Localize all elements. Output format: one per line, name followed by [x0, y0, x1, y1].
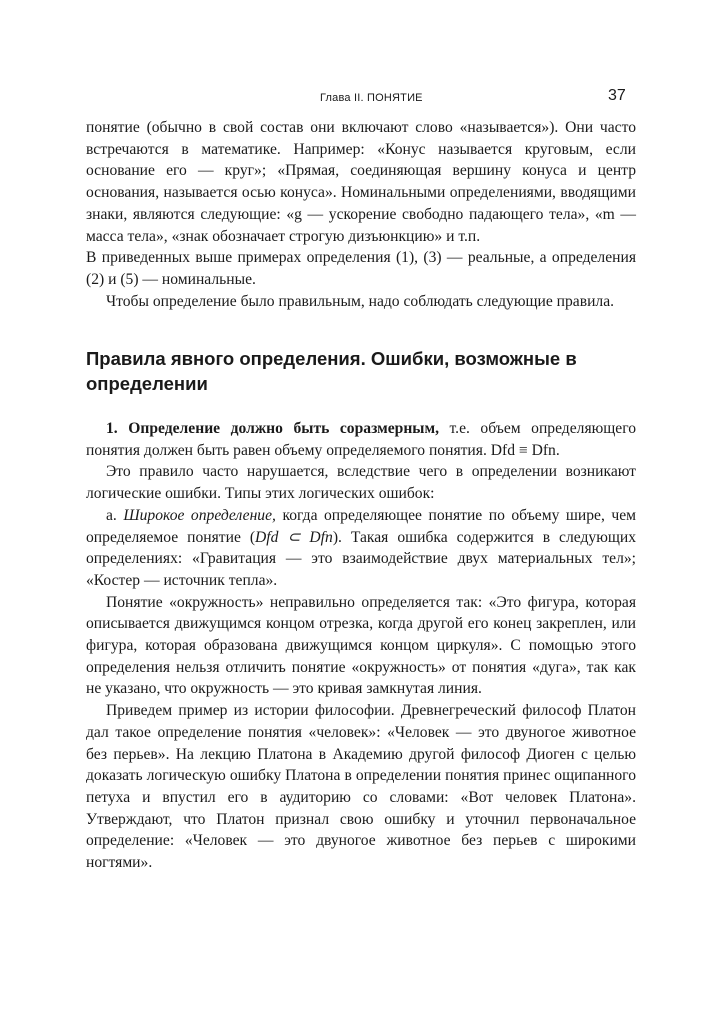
rule-1-number: 1.: [106, 420, 118, 437]
rule-1-paragraph: [86, 418, 636, 461]
paragraph-error-types: Это правило часто нарушается, вследствие чего в определении возникают логические ошибки. Типы этих логических ошибок:: [86, 463, 636, 503]
rule-1-text: т.е. объем определяющего понятия должен быть равен объему определяемого понятия. Dfd ≡ Dfn.: [86, 420, 636, 459]
paragraph-rules-intro: Чтобы определение было правильным, надо соблюдать следующие правила.: [106, 292, 615, 310]
intro-text-block: [86, 117, 636, 312]
item-a-paragraph: [86, 505, 636, 592]
running-head: Глава II. ПОНЯТИЕ: [320, 92, 423, 104]
paragraph-plato-example: Приведем пример из истории философии. Древнегреческий философ Платон дал такое определение понятия «человек»: «Человек — это двуногое животное без перьев». На лекцию Платона в Академию другой философ Диоген с целью доказать логическую ошибку Платона в определении понятия принес ощипанного петуха и впустил его в аудиторию со словами: «Вот человек Платона». Утверждают, что Платон признал свою ошибку и уточнил первоначальное определение: «Человек — это двуногое животное без перьев с широкими ногтями».: [86, 702, 636, 872]
item-a-text-2: ). Такая ошибка содержится в следующих определениях: «Гравитация — это взаимодействие двух материальных тел»; «Костер — источник тепла».: [86, 528, 636, 589]
section-heading: Правила явного определения. Ошибки, возможные в определении: [86, 348, 577, 394]
rules-text-block: [86, 418, 636, 874]
page-number: 37: [608, 87, 626, 104]
paragraph-examples-classification: В приведенных выше примерах определения (1), (3) — реальные, а определения (2) и (5) — номинальные.: [86, 249, 636, 288]
item-a-term: Широкое определение,: [123, 506, 276, 524]
item-a-formula: Dfd ⊂ Dfn: [255, 528, 333, 546]
item-a-marker: а.: [106, 506, 117, 524]
paragraph-nominal-definitions: понятие (обычно в свой состав они включают слово «называется»). Они часто встречаются в математике. Например: «Конус называется круговым, если основание его — круг»; «Прямая, соединяющая вершину конуса и центр основания, называется осью конуса». Номинальными определениями, вводящими знаки, являются следующие: «g — ускорение свободно падающего тела», «m — масса тела», «знак обозначает строгую дизъюнкцию» и т.п.: [86, 119, 636, 245]
paragraph-circle-definition: Понятие «окружность» неправильно определяется так: «Это фигура, которая описывается движущимся концом отрезка, когда другой его конец закреплен, или фигура, которая образована движущимся концом циркуля». С помощью этого определения нельзя отличить понятие «окружность» от понятия «дуга», так как не указано, что окружность — это кривая замкнутая линия.: [86, 593, 636, 698]
rule-1-title: Определение должно быть соразмерным,: [128, 420, 440, 437]
item-a-text-1: когда определяющее понятие по объему шире, чем определяемое понятие (: [86, 506, 636, 546]
